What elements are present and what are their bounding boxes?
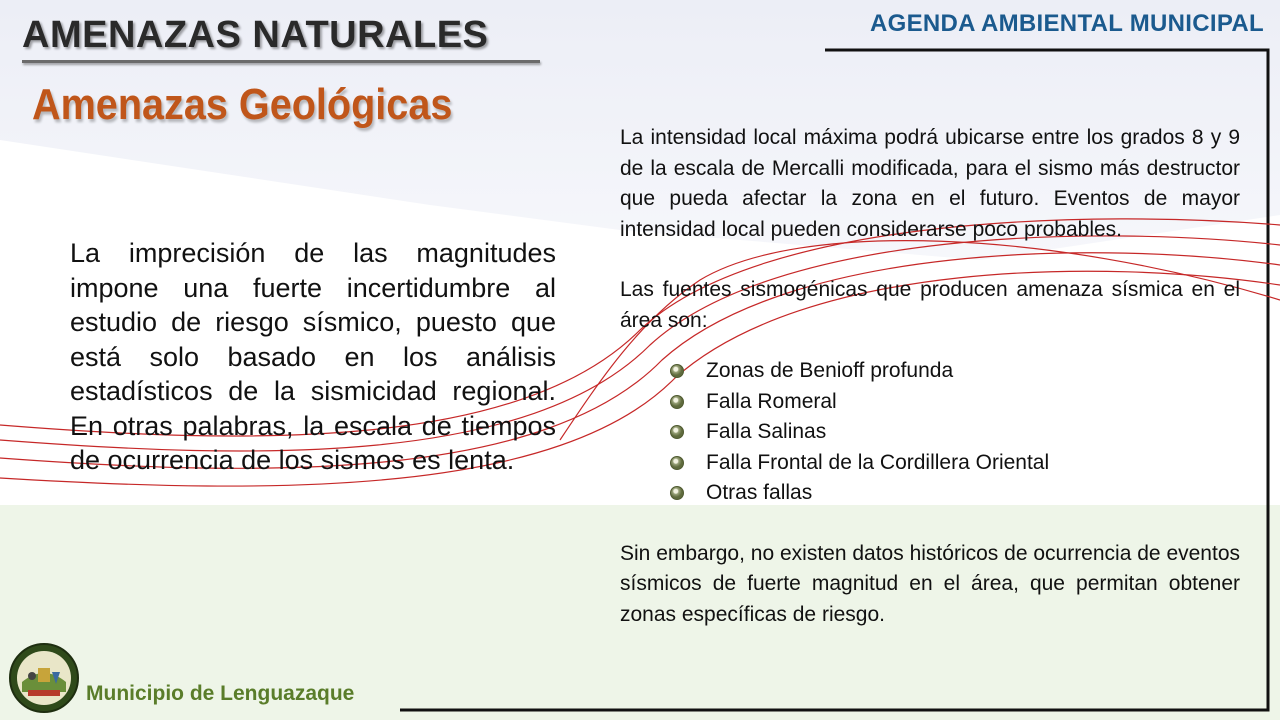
- source-label: Zonas de Benioff profunda: [706, 359, 954, 382]
- sources-list: [620, 356, 1240, 509]
- bullet-icon: [670, 456, 684, 470]
- bullet-icon: [670, 395, 684, 409]
- list-item: [670, 478, 1240, 509]
- title-underline: [22, 60, 540, 63]
- intensity-paragraph: La intensidad local máxima podrá ubicarse entre los grados 8 y 9 de la escala de Mercalli modificada, para el sismo más destructor que pueda afectar la zona en el futuro. Eventos de mayor intensidad local pueden considerarse poco probables.: [620, 126, 1240, 241]
- list-item: [670, 387, 1240, 418]
- page-subtitle: Amenazas Geológicas: [32, 80, 453, 129]
- page-title: AMENAZAS NATURALES: [22, 14, 489, 56]
- conclusion-paragraph: Sin embargo, no existen datos históricos de ocurrencia de eventos sísmicos de fuerte magnitud en el área, que permitan obtener zonas específicas de riesgo.: [620, 541, 1240, 626]
- source-label: Otras fallas: [706, 481, 813, 504]
- left-paragraph: La imprecisión de las magnitudes impone una fuerte incertidumbre al estudio de riesgo sísmico, puesto que está solo basado en los análisis estadísticos de la sismicidad regional. En otras palabras, la escala de tiempos de ocurrencia de los sismos es lenta.: [70, 238, 556, 475]
- source-label: Falla Salinas: [706, 420, 827, 443]
- list-item: [670, 448, 1240, 479]
- bullet-icon: [670, 425, 684, 439]
- municipal-seal-icon: [8, 642, 80, 714]
- bullet-icon: [670, 486, 684, 500]
- right-column: [620, 123, 1240, 630]
- source-label: Falla Romeral: [706, 389, 837, 413]
- bullet-icon: [670, 364, 684, 378]
- list-item: [670, 356, 1240, 387]
- sources-intro-paragraph: Las fuentes sismogénicas que producen amenaza sísmica en el área son:: [620, 278, 1240, 332]
- agenda-heading: AGENDA AMBIENTAL MUNICIPAL: [869, 10, 1264, 37]
- municipality-label: Municipio de Lenguazaque: [86, 682, 355, 705]
- list-item: [670, 417, 1240, 448]
- source-label: Falla Frontal de la Cordillera Oriental: [706, 450, 1050, 474]
